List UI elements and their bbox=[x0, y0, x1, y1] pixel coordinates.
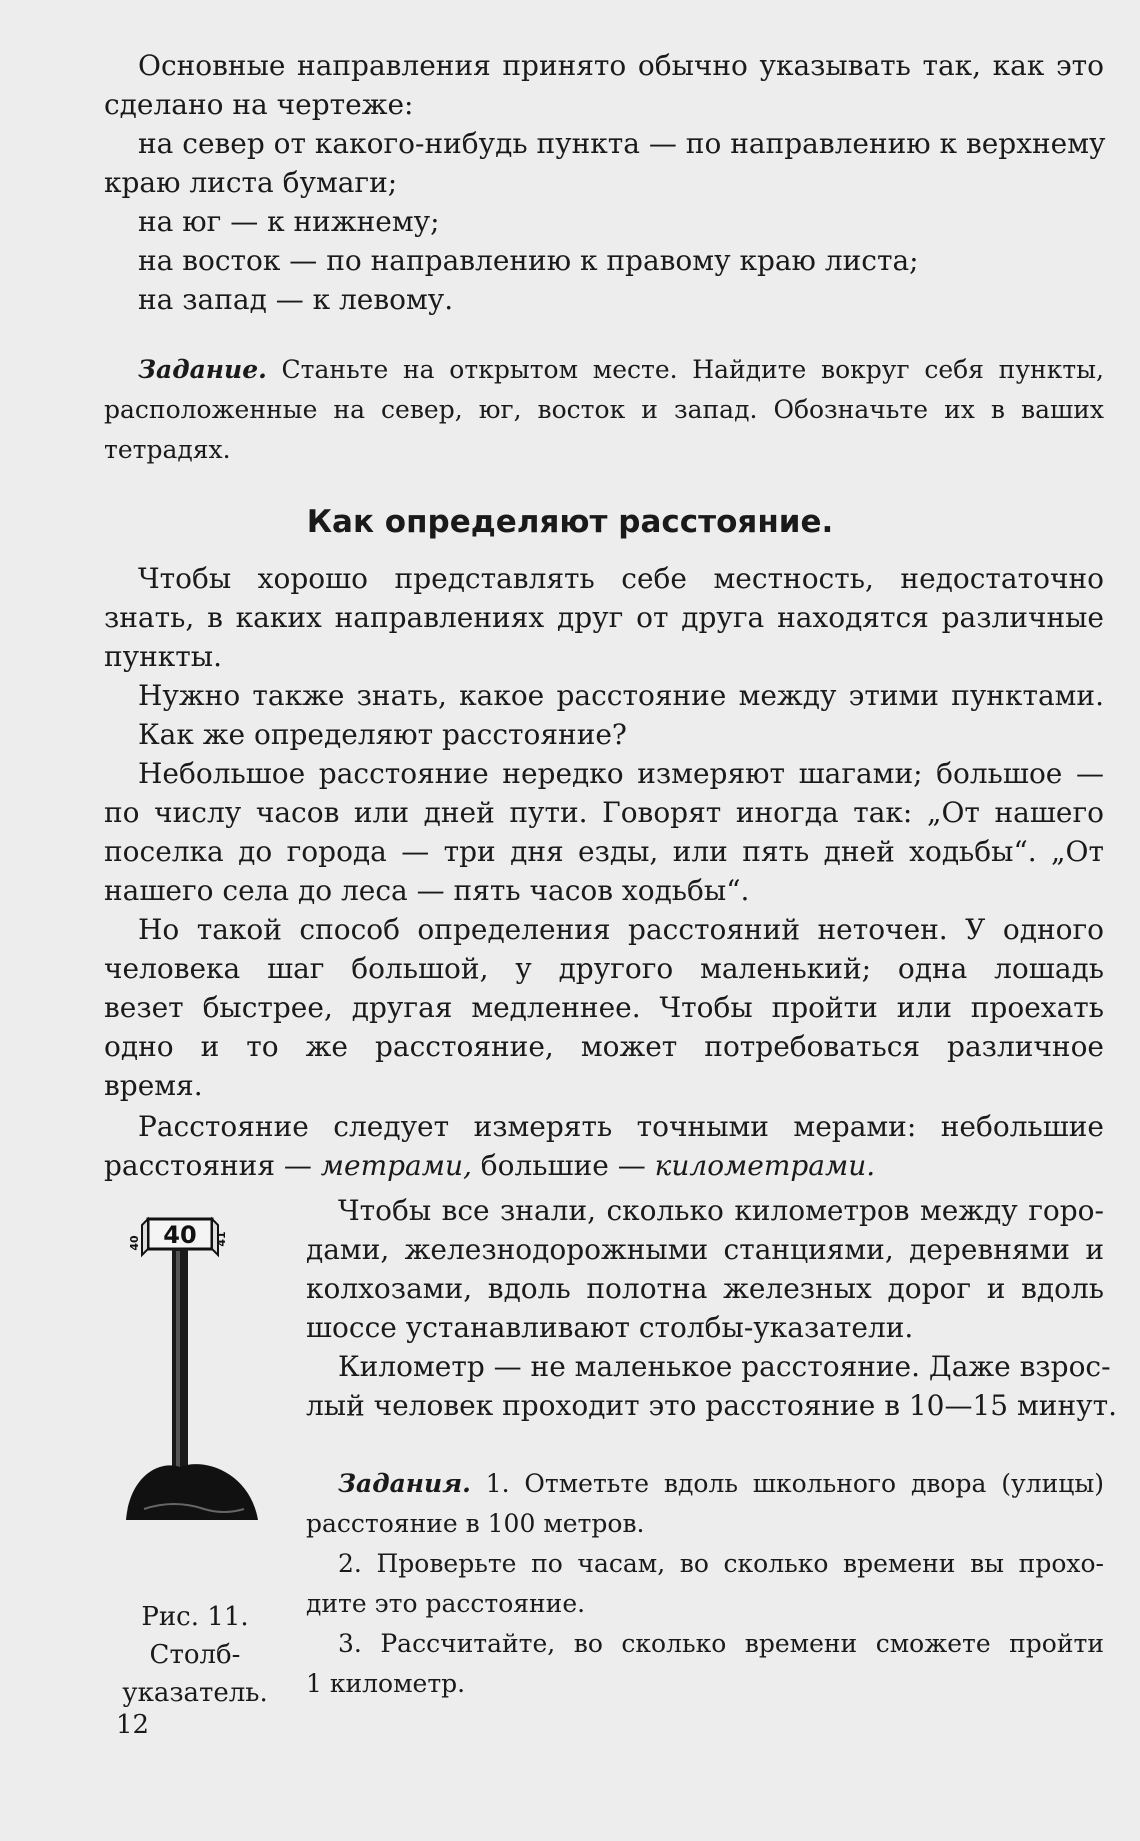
italic-term-kilometers: километрами. bbox=[654, 1149, 876, 1182]
page-number: 12 bbox=[116, 1710, 150, 1740]
task-text: 1. Отметьте вдоль школьного двора (улицы) bbox=[485, 1469, 1104, 1498]
text-line: шоссе устанавливают столбы-указатели. bbox=[306, 1311, 914, 1344]
text-line: на восток — по направлению к правому краю листа; bbox=[138, 244, 919, 277]
task-line: расположенные на север, юг, восток и запад. Обозначьте их в ваших bbox=[104, 395, 1104, 424]
task-line: 3. Рассчитайте, во сколько времени сможете пройти bbox=[338, 1629, 1104, 1658]
text-line: нашего села до леса — пять часов ходьбы“. bbox=[104, 874, 750, 907]
text-line: колхозами, вдоль полотна железных дорог и вдоль bbox=[306, 1272, 1104, 1305]
text-line: на юг — к нижнему; bbox=[138, 205, 440, 238]
pole-highlight bbox=[176, 1251, 180, 1471]
task-line: дите это расстояние. bbox=[306, 1589, 586, 1618]
text-line: лый человек проходит это расстояние в 10—15 минут. bbox=[306, 1389, 1117, 1422]
text-line: Как же определяют расстояние? bbox=[138, 718, 627, 751]
text-line: на запад — к левому. bbox=[138, 283, 454, 316]
sign-left-plate bbox=[142, 1219, 148, 1255]
sign-left-digits: 40 bbox=[128, 1235, 141, 1251]
figure-caption-line: Столб- bbox=[149, 1640, 241, 1670]
text-line: везет быстрее, другая медленнее. Чтобы пройти или проехать bbox=[104, 991, 1104, 1024]
task-line: расстояние в 100 метров. bbox=[306, 1509, 645, 1538]
sign-right-digits: 41 bbox=[215, 1231, 228, 1247]
figure-caption-number: Рис. 11. bbox=[141, 1602, 249, 1632]
text-line bbox=[104, 1149, 875, 1183]
task-label: Задания. bbox=[338, 1469, 471, 1498]
text-line: краю листа бумаги; bbox=[104, 166, 398, 199]
text-line: знать, в каких направлениях друг от друга находятся различные bbox=[104, 601, 1104, 634]
text-line: Но такой способ определения расстояний неточен. У одного bbox=[138, 913, 1104, 946]
task-line: 2. Проверьте по часам, во сколько времени вы прохо- bbox=[338, 1549, 1104, 1578]
text-line: Расстояние следует измерять точными мерами: небольшие bbox=[138, 1110, 1104, 1143]
text-line: Чтобы хорошо представлять себе местность, недостаточно bbox=[138, 562, 1104, 595]
ground-mound bbox=[126, 1464, 258, 1520]
task-line bbox=[338, 1467, 1104, 1501]
text-line: человека шаг большой, у другого маленький; одна лошадь bbox=[104, 952, 1104, 985]
task-label: Задание. bbox=[138, 355, 267, 384]
text-line: поселка до города — три дня езды, или пять дней ходьбы“. „От bbox=[104, 835, 1104, 868]
task-line: 1 километр. bbox=[306, 1669, 466, 1698]
text-span: расстояния — bbox=[104, 1149, 321, 1182]
text-line: Чтобы все знали, сколько километров между горо- bbox=[338, 1194, 1104, 1227]
text-line: дами, железнодорожными станциями, деревнями и bbox=[306, 1233, 1104, 1266]
text-line: сделано на чертеже: bbox=[104, 88, 414, 121]
section-title: Как определяют расстояние. bbox=[306, 504, 834, 540]
task-line: тетрадях. bbox=[104, 435, 231, 464]
text-span: большие — bbox=[471, 1149, 655, 1182]
sign-number: 40 bbox=[163, 1221, 197, 1249]
text-line: на север от какого-нибудь пункта — по направлению к верхнему bbox=[138, 127, 1106, 160]
text-line: пункты. bbox=[104, 640, 222, 673]
text-line: Километр — не маленькое расстояние. Даже взрос- bbox=[338, 1350, 1111, 1383]
text-line: одно и то же расстояние, может потребоваться различное bbox=[104, 1030, 1104, 1063]
text-line: время. bbox=[104, 1069, 203, 1102]
italic-term-meters: метрами, bbox=[320, 1149, 472, 1182]
task-line bbox=[138, 353, 1104, 387]
text-line: Нужно также знать, какое расстояние между этими пунктами. bbox=[138, 679, 1104, 712]
task-text: Станьте на открытом месте. Найдите вокруг себя пункты, bbox=[281, 355, 1104, 384]
text-line: Основные направления принято обычно указывать так, как это bbox=[138, 49, 1104, 82]
kilometer-post-illustration bbox=[120, 1205, 270, 1545]
text-line: по числу часов или дней пути. Говорят иногда так: „От нашего bbox=[104, 796, 1104, 829]
text-line: Небольшое расстояние нередко измеряют шагами; большое — bbox=[138, 757, 1104, 790]
figure-caption-line: указатель. bbox=[122, 1678, 268, 1708]
